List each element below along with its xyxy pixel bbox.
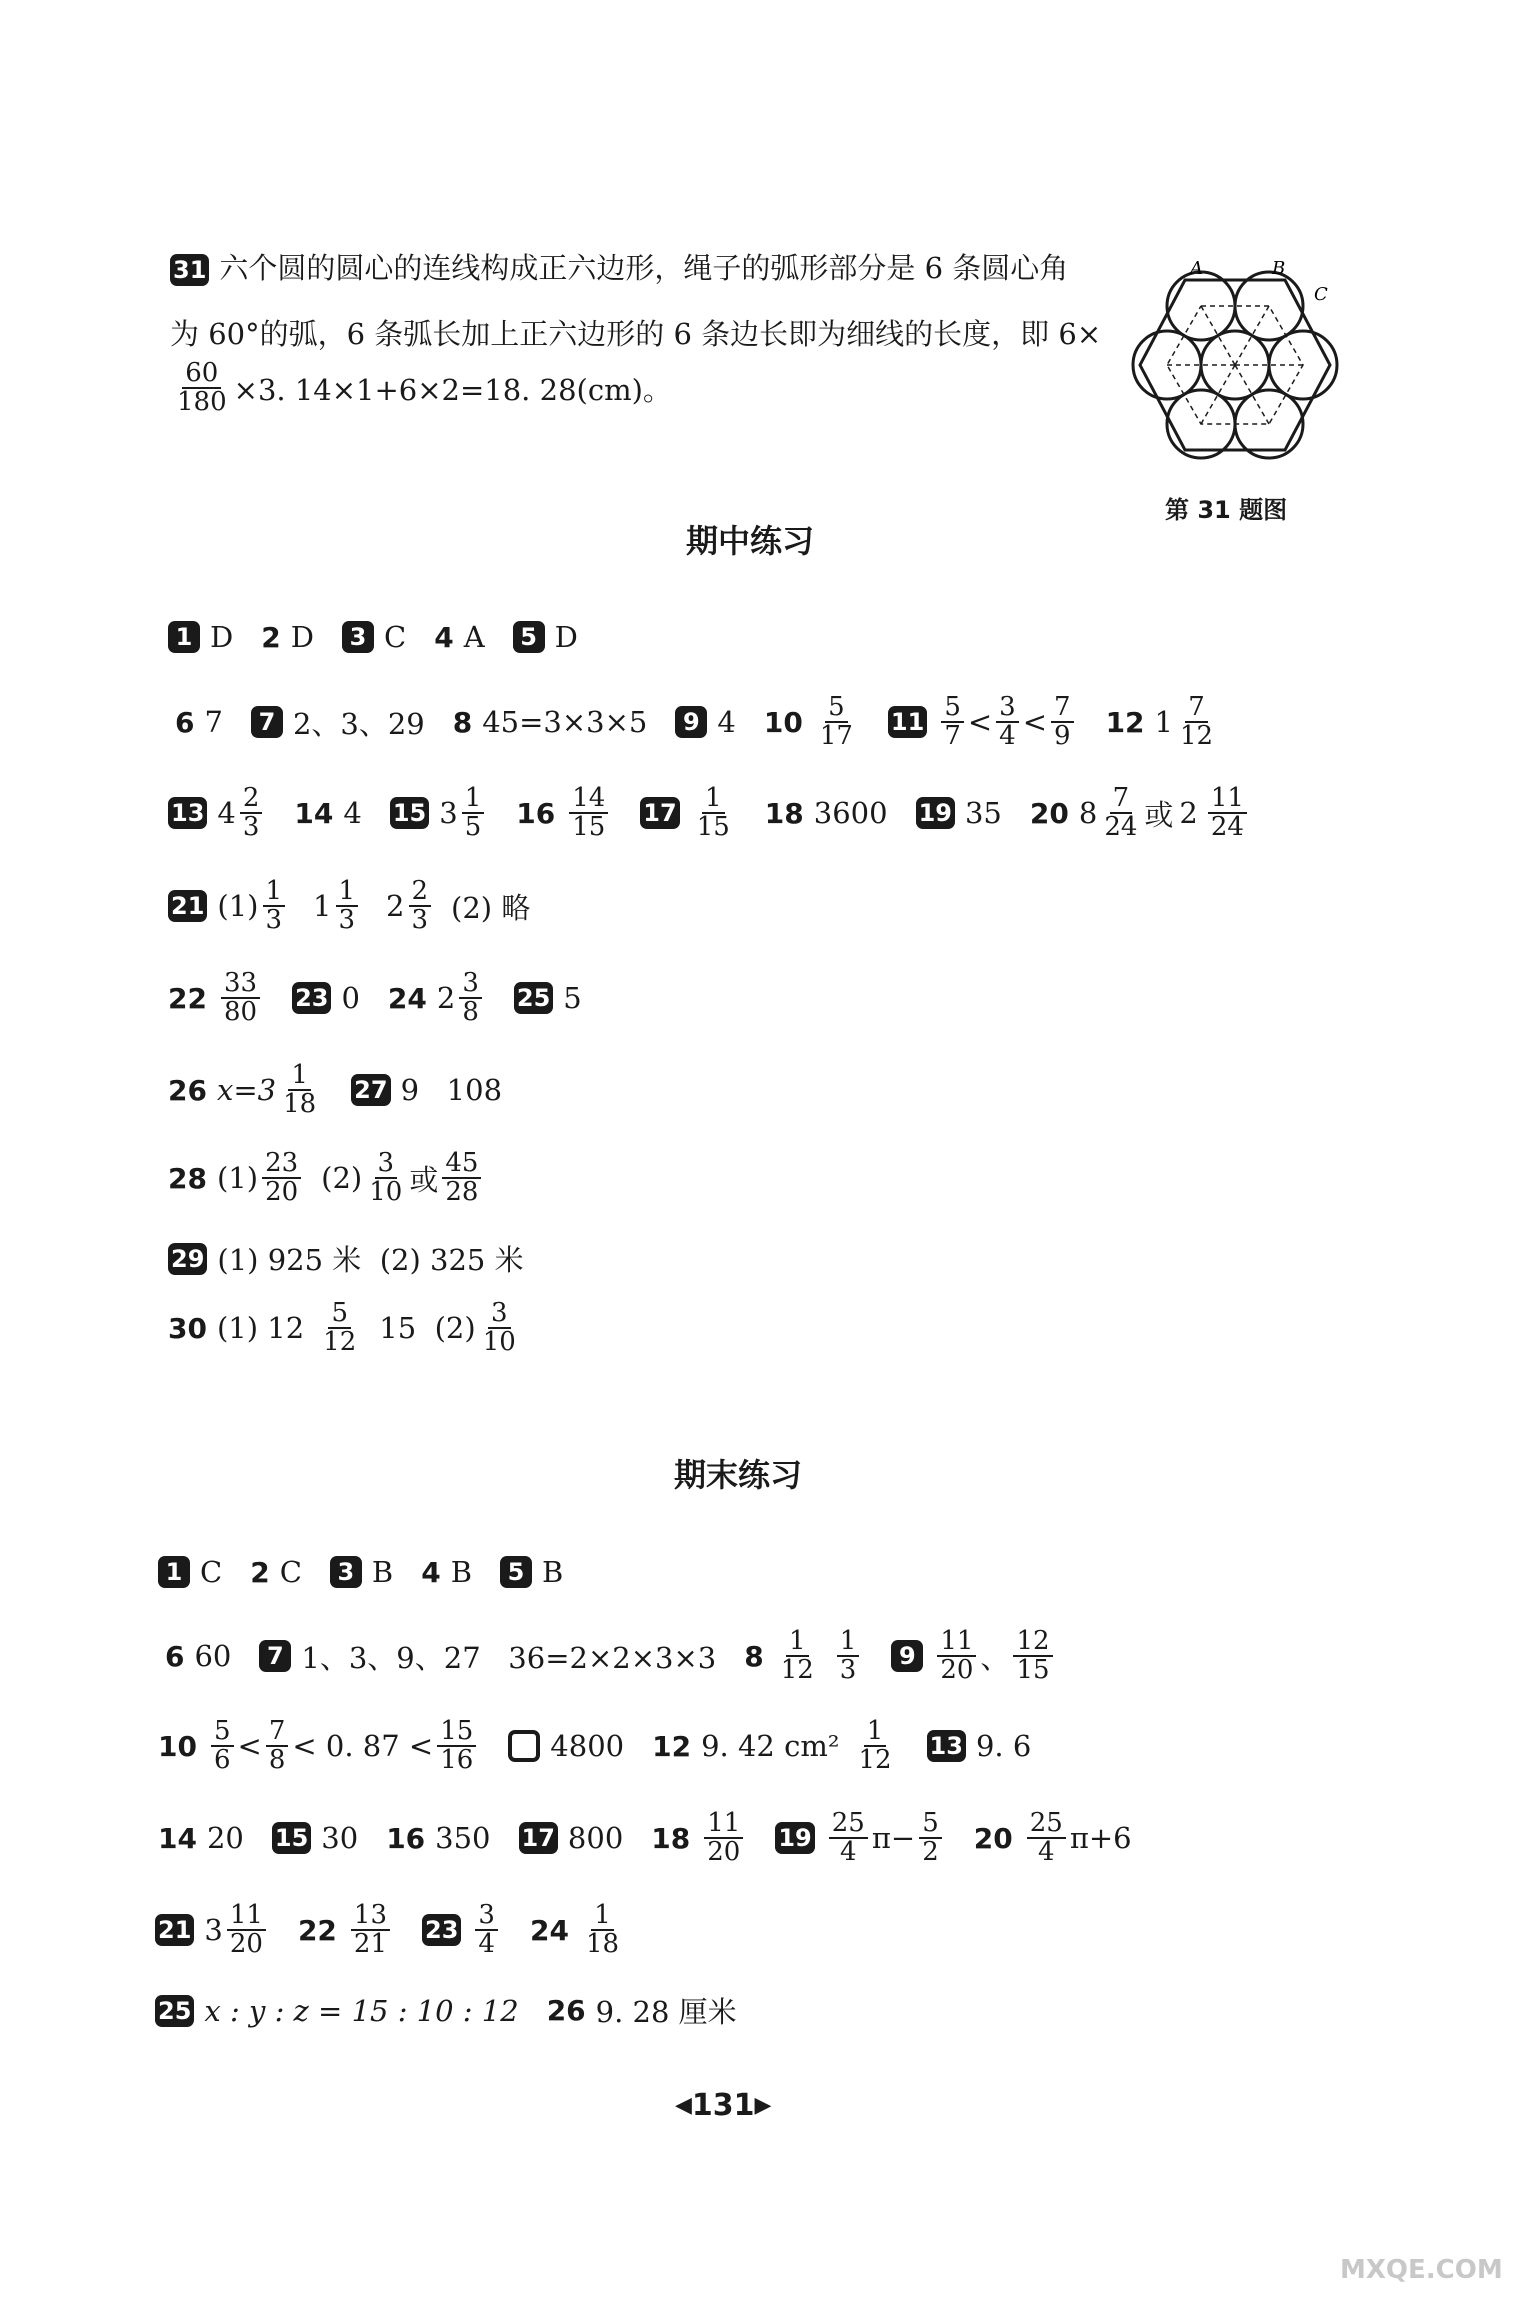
midterm-row-9: 30 (1) 12 $\frac{5}{12}$ 15 (2) $\frac{3}{10}$: [168, 1298, 516, 1358]
q31-fraction: $\frac{60}{180}$: [177, 358, 227, 418]
midterm-row-4: 21 (1) $\frac{1}{3}$ 1 $\frac{1}{3}$ 2 $\frac{2}{3}$ (2) 略: [168, 878, 530, 935]
final-row-5: 21 3 $\frac{11}{20}$ 22 $\frac{13}{21}$ 23 $\frac{3}{4}$ 24 $\frac{1}{18}$: [155, 1902, 654, 1959]
midterm-row-7: 28 (1) $\frac{23}{20}$ (2) $\frac{3}{10}$ 或 $\frac{45}{28}$: [168, 1150, 485, 1207]
final-row-2: 6 60 7 1、3、9、27 36=2×2×3×3 8 $\frac{1}{12}$ $\frac{1}{3}$ 9 $\frac{11}{20}$ 、 $\frac{12}{15}$: [165, 1628, 1085, 1685]
q31-line3: $\frac{60}{180}$ ×3. 14×1+6×2=18. 28(cm)。: [170, 360, 672, 417]
final-row-3: 10 $\frac{5}{6}$ < $\frac{7}{8}$ < 0. 87 < $\frac{15}{16}$ 4800 12 9. 42 cm² $\frac{1}{12}$ 13 9. 6: [158, 1716, 1032, 1776]
midterm-title: 期中练习: [686, 522, 815, 560]
midterm-row-5: 22 $\frac{33}{80}$ 23 0 24 2 $\frac{3}{8}$ 25 5: [168, 968, 582, 1028]
label-a: A: [1190, 258, 1203, 279]
q31-line1: 31 六个圆的圆心的连线构成正六边形，绳子的弧形部分是 6 条圆心角: [170, 246, 1068, 287]
label-b: B: [1272, 258, 1286, 279]
watermark: MXQE.COM: [1340, 2255, 1503, 2285]
q31-figure-caption: 第 31 题图: [1165, 496, 1288, 524]
page-number: ◀ 131 ▶: [675, 2088, 772, 2123]
final-row-4: 14 20 15 30 16 350 17 800 18 $\frac{11}{20}$ 19 $\frac{25}{4}$ π− $\frac{5}{2}$ 20 $\frac{25}{4}$ π+6: [158, 1808, 1132, 1868]
final-title: 期末练习: [674, 1456, 803, 1494]
midterm-row-6: 26 x=3 $\frac{1}{18}$ 27 9 108: [168, 1060, 503, 1120]
label-c: C: [1314, 284, 1328, 305]
q31-hexagon-figure: [1130, 255, 1340, 475]
arrow-right-icon: ▶: [754, 2093, 772, 2118]
q31-line2: 为 60°的弧，6 条弧长加上正六边形的 6 条边长即为细线的长度，即 6×: [170, 317, 1102, 351]
q31-number-badge: 31: [170, 254, 209, 286]
midterm-row-8: 29 (1) 925 米 (2) 325 米: [168, 1238, 524, 1279]
final-row-6: 25 x : y : z = 15 : 10 : 12 26 9. 28 厘米: [155, 1990, 765, 2031]
midterm-row-3: 13 4 $\frac{2}{3}$ 14 4 15 3 $\frac{1}{5}$ 16 $\frac{14}{15}$ 17 $\frac{1}{15}$ 18 3600 19 35 20 8 $\frac{7}{24}$ 或 2 $\frac{11}{24}$: [168, 785, 1279, 842]
midterm-row-2: 6 7 7 2、3、29 8 45=3×3×5 9 4 10 $\frac{5}{17}$ 11 $\frac{5}{7}$ < $\frac{3}{4}$ < $\frac{7}{9}$ 12 1 $\frac{7}{12}$: [175, 692, 1214, 752]
final-row-1: 1 C 2 C 3 B 4 B 5 B: [158, 1555, 591, 1589]
q11-empty-badge: [508, 1730, 540, 1762]
arrow-left-icon: ◀: [675, 2093, 692, 2118]
midterm-row-1: 1 D 2 D 3 C 4 A 5 D: [168, 620, 606, 654]
